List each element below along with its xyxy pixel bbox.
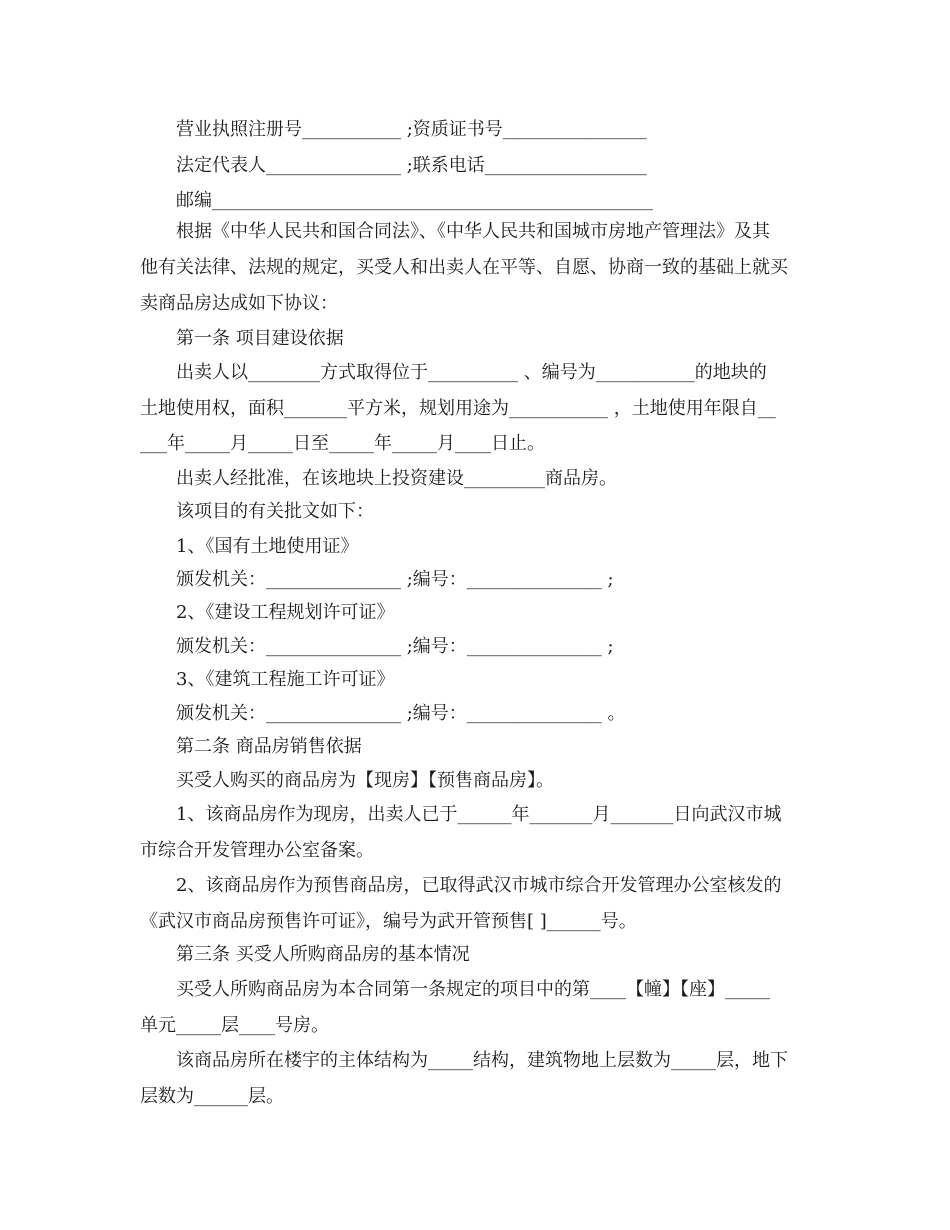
- article-3-line-1: 买受人所购商品房为本合同第一条规定的项目中的第____【幢】【座】_____: [176, 979, 770, 1000]
- article-1-line-1: 出卖人以________方式取得位于__________ 、编号为___________的地块的: [176, 362, 767, 383]
- article-1-line-2: 土地使用权，面积_______平方米，规划用途为___________ ，土地使用年限自__: [140, 398, 776, 419]
- article-2-line-1: 买受人购买的商品房为【现房】【预售商品房】。: [176, 770, 554, 791]
- article-2-item-2-line-1: 2、该商品房作为预售商品房，已取得武汉市城市综合开发管理办公室核发的: [176, 875, 782, 896]
- postal-code-line: 邮编_________________________________________________: [176, 190, 653, 211]
- approval-line: 出卖人经批准，在该地块上投资建设_________商品房。: [176, 468, 617, 489]
- approval-item-1: 1、《国有土地使用证》: [176, 536, 359, 557]
- preamble-line-2: 他有关法律、法规的规定，买受人和出卖人在平等、自愿、协商一致的基础上就买: [140, 257, 788, 278]
- article-2-item-1-line-1: 1、该商品房作为现房，出卖人已于______年_______月_______日向武汉市城: [176, 804, 782, 825]
- approval-item-3-details: 颁发机关：_______________ ;编号：_______________ 。: [176, 703, 626, 724]
- legal-representative-line: 法定代表人_______________ ;联系电话__________________: [176, 155, 647, 176]
- preamble-line-1: 根据《中华人民共和国合同法》、《中华人民共和国城市房地产管理法》及其: [176, 221, 770, 242]
- article-2-heading: 第二条 商品房销售依据: [176, 736, 362, 757]
- article-1-line-3: ___年_____月_____日至_____年_____月____日止。: [140, 433, 545, 454]
- approval-item-1-details: 颁发机关：_______________ ;编号：_______________ ;: [176, 569, 614, 590]
- article-3-line-3: 该商品房所在楼宇的主体结构为_____结构，建筑物地上层数为_____层，地下: [176, 1050, 788, 1071]
- article-2-item-1-line-2: 市综合开发管理办公室备案。: [140, 840, 374, 861]
- approval-item-3: 3、《建筑工程施工许可证》: [176, 669, 395, 690]
- approval-item-2-details: 颁发机关：_______________ ;编号：_______________ ;: [176, 636, 614, 657]
- preamble-line-3: 卖商品房达成如下协议：: [140, 293, 338, 314]
- article-3-line-4: 层数为______层。: [140, 1086, 284, 1107]
- approval-item-2: 2、《建设工程规划许可证》: [176, 602, 395, 623]
- registration-number-line: 营业执照注册号___________ ;资质证书号________________: [176, 119, 647, 140]
- article-1-heading: 第一条 项目建设依据: [176, 328, 344, 349]
- article-3-line-2: 单元_____层____号房。: [140, 1015, 329, 1036]
- article-3-heading: 第三条 买受人所购商品房的基本情况: [176, 944, 470, 965]
- approvals-intro: 该项目的有关批文如下：: [176, 501, 374, 522]
- article-2-item-2-line-2: 《武汉市商品房预售许可证》，编号为武开管预售[ ]______号。: [140, 911, 637, 932]
